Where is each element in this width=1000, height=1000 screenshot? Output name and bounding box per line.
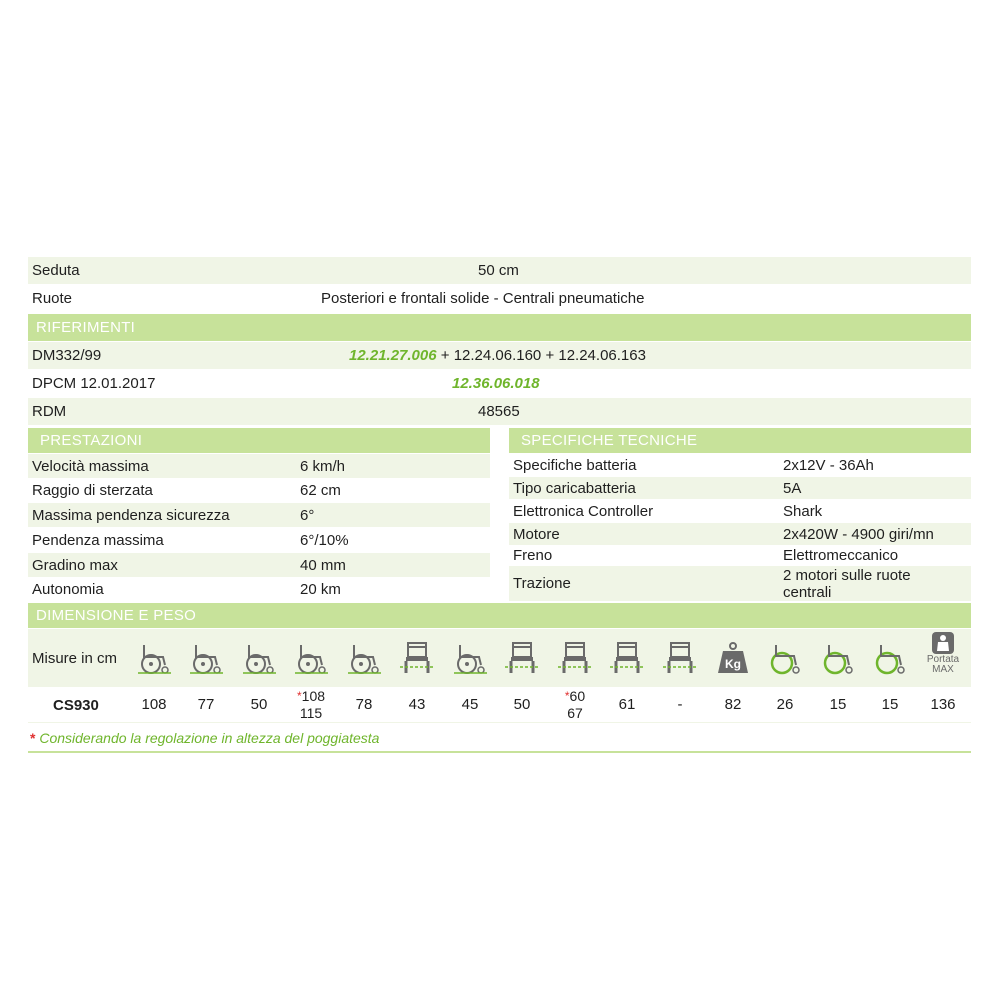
value-text: - (677, 696, 683, 713)
icons-container (28, 629, 971, 687)
prestazioni-label: Gradino max (32, 556, 118, 574)
specifiche-value (783, 457, 874, 474)
dm332-label: DM332/99 (32, 347, 102, 364)
weight-icon (714, 639, 752, 677)
dimension-value (760, 688, 810, 722)
row-rdm (28, 398, 971, 425)
specifiche-row (509, 454, 971, 476)
footnote-star: * (30, 730, 36, 746)
specifiche-value-line: Elettromeccanico (783, 547, 899, 564)
specifiche-value-line: 5A (783, 479, 802, 497)
riferimenti-title: RIFERIMENTI (36, 319, 136, 336)
prestazioni-label: Pendenza massima (32, 531, 164, 549)
specifiche-value (783, 503, 822, 520)
footnote-text: Considerando la regolazione in altezza del poggiatesta (35, 730, 380, 746)
value-text: 108 (141, 696, 167, 713)
specifiche-row (509, 500, 971, 522)
seduta-value: 50 cm (478, 262, 519, 279)
wheelchair-front-width-icon (398, 639, 436, 677)
prestazioni-label: Raggio di sterzata (32, 481, 153, 499)
specifiche-value-line: Shark (783, 502, 823, 520)
dimension-value (445, 688, 495, 722)
caster-wheel-icon (871, 639, 909, 677)
specifiche-value (783, 480, 801, 497)
prestazioni-row (28, 478, 490, 502)
dimension-value (865, 688, 915, 722)
rear-wheel-icon (766, 639, 804, 677)
specifiche-value (783, 567, 911, 601)
ruote-label: Ruote (32, 290, 73, 307)
specifiche-value-line2: centrali (783, 583, 832, 601)
prestazioni-label: Velocità massima (32, 457, 149, 475)
specifiche-value-line: 2x420W - 4900 giri/mn (783, 525, 934, 543)
prestazioni-row (28, 577, 490, 601)
dimensioni-header (28, 603, 971, 628)
dimension-value (234, 688, 284, 722)
rdm-value: 48565 (478, 403, 520, 420)
dpcm-code: 12.36.06.018 (452, 375, 540, 392)
dpcm-label: DPCM 12.01.2017 (32, 375, 156, 392)
specifiche-header (509, 428, 971, 453)
value-line2: 115 (299, 705, 323, 721)
prestazioni-label: Autonomia (32, 580, 104, 598)
dimension-value (286, 688, 336, 722)
value-line2: 67 (567, 705, 583, 721)
specifiche-label: Freno (513, 547, 553, 564)
specifiche-row (509, 546, 971, 565)
dimension-value (550, 688, 600, 722)
specifiche-row (509, 477, 971, 499)
dimension-value (918, 688, 968, 722)
wheelchair-folded-width-icon (661, 639, 699, 677)
prestazioni-label: Massima pendenza sicurezza (32, 506, 230, 524)
value-text: 45 (461, 696, 479, 713)
prestazioni-value: 62 cm (300, 481, 341, 499)
wheelchair-side-height-icon (292, 639, 330, 677)
wheelchair-side-folded-height-icon (240, 639, 278, 677)
dm332-rest: + 12.24.06.160 + 12.24.06.163 (436, 347, 646, 364)
value-line1: 60 (569, 688, 586, 704)
misure-label: Misure in cm (32, 649, 118, 667)
model-label: CS930 (53, 696, 99, 714)
ruote-value: Posteriori e frontali solide - Centrali pneumatiche (321, 290, 645, 307)
specifiche-label: Trazione (513, 575, 571, 592)
wheelchair-side-seat-depth-icon (451, 639, 489, 677)
value-text: 50 (513, 696, 531, 713)
dimension-value (602, 688, 652, 722)
portata-label: Portata (926, 654, 960, 665)
value-text: 15 (881, 696, 899, 713)
front-wheel-icon (819, 639, 857, 677)
prestazioni-row (28, 553, 490, 577)
specifiche-label: Motore (513, 525, 560, 543)
value-text: 78 (355, 696, 373, 713)
specifiche-title: SPECIFICHE TECNICHE (521, 432, 698, 449)
value-text: 77 (197, 696, 215, 713)
dimension-value (813, 688, 863, 722)
values-row-filler (28, 722, 971, 723)
value-text: 50 (250, 696, 268, 713)
wheelchair-side-length-icon (135, 639, 173, 677)
row-seduta (28, 257, 971, 284)
specifiche-label: Tipo caricabatteria (513, 479, 636, 497)
value-line1: 108 (301, 688, 326, 704)
prestazioni-value: 20 km (300, 580, 341, 598)
prestazioni-title: PRESTAZIONI (40, 432, 143, 449)
riferimenti-header (28, 314, 971, 341)
value-text: 15 (829, 696, 847, 713)
prestazioni-value: 6° (300, 506, 315, 524)
value-text: 82 (724, 696, 742, 713)
values-container (28, 688, 971, 722)
dm332-value (349, 347, 646, 364)
portata-max-label: MAX (932, 664, 954, 675)
dimension-value (392, 688, 442, 722)
wheelchair-front-backrest-height-icon (556, 639, 594, 677)
dimension-value (129, 688, 179, 722)
specifiche-value (783, 547, 898, 564)
value-text: 136 (930, 696, 956, 713)
dimension-value (339, 688, 389, 722)
value-star: * (564, 689, 570, 703)
footnote (30, 730, 379, 746)
dimension-value (708, 688, 758, 722)
value-star: * (296, 689, 302, 703)
rdm-label: RDM (32, 403, 67, 420)
dimension-value (655, 688, 705, 722)
prestazioni-value: 40 mm (300, 556, 346, 574)
prestazioni-value: 6°/10% (300, 531, 349, 549)
prestazioni-value: 6 km/h (300, 457, 346, 475)
seduta-label: Seduta (32, 262, 80, 279)
row-dm332 (28, 342, 971, 369)
specifiche-value-line: 2x12V - 36Ah (783, 456, 874, 474)
row-dpcm (28, 370, 971, 397)
svg-text:Kg: Kg (725, 657, 741, 671)
specifiche-value-line: 2 motori sulle ruote (783, 566, 911, 584)
wheelchair-side-folded-length-icon (187, 639, 225, 677)
value-text: 61 (618, 696, 636, 713)
value-text: 26 (776, 696, 794, 713)
wheelchair-side-seat-height-icon (345, 639, 383, 677)
bottom-divider (28, 751, 971, 753)
dimension-value (497, 688, 547, 722)
dimensioni-title: DIMENSIONE E PESO (36, 607, 197, 624)
icons-row (28, 629, 971, 687)
prestazioni-header (28, 428, 490, 453)
value-text: 43 (408, 696, 426, 713)
prestazioni-row (28, 528, 490, 552)
values-row (28, 688, 971, 722)
specifiche-label: Elettronica Controller (513, 502, 654, 520)
wheelchair-front-seat-width-icon (503, 639, 541, 677)
prestazioni-row (28, 503, 490, 527)
specifiche-row (509, 566, 971, 601)
row-ruote (28, 285, 971, 312)
dimension-value (181, 688, 231, 722)
dm332-code: 12.21.27.006 (349, 347, 437, 364)
prestazioni-row (28, 454, 490, 478)
wheelchair-front-overall-width-icon (608, 639, 646, 677)
specifiche-value (783, 526, 934, 543)
specifiche-label: Specifiche batteria (513, 456, 637, 474)
max-load-icon (921, 631, 965, 687)
specifiche-row (509, 523, 971, 545)
